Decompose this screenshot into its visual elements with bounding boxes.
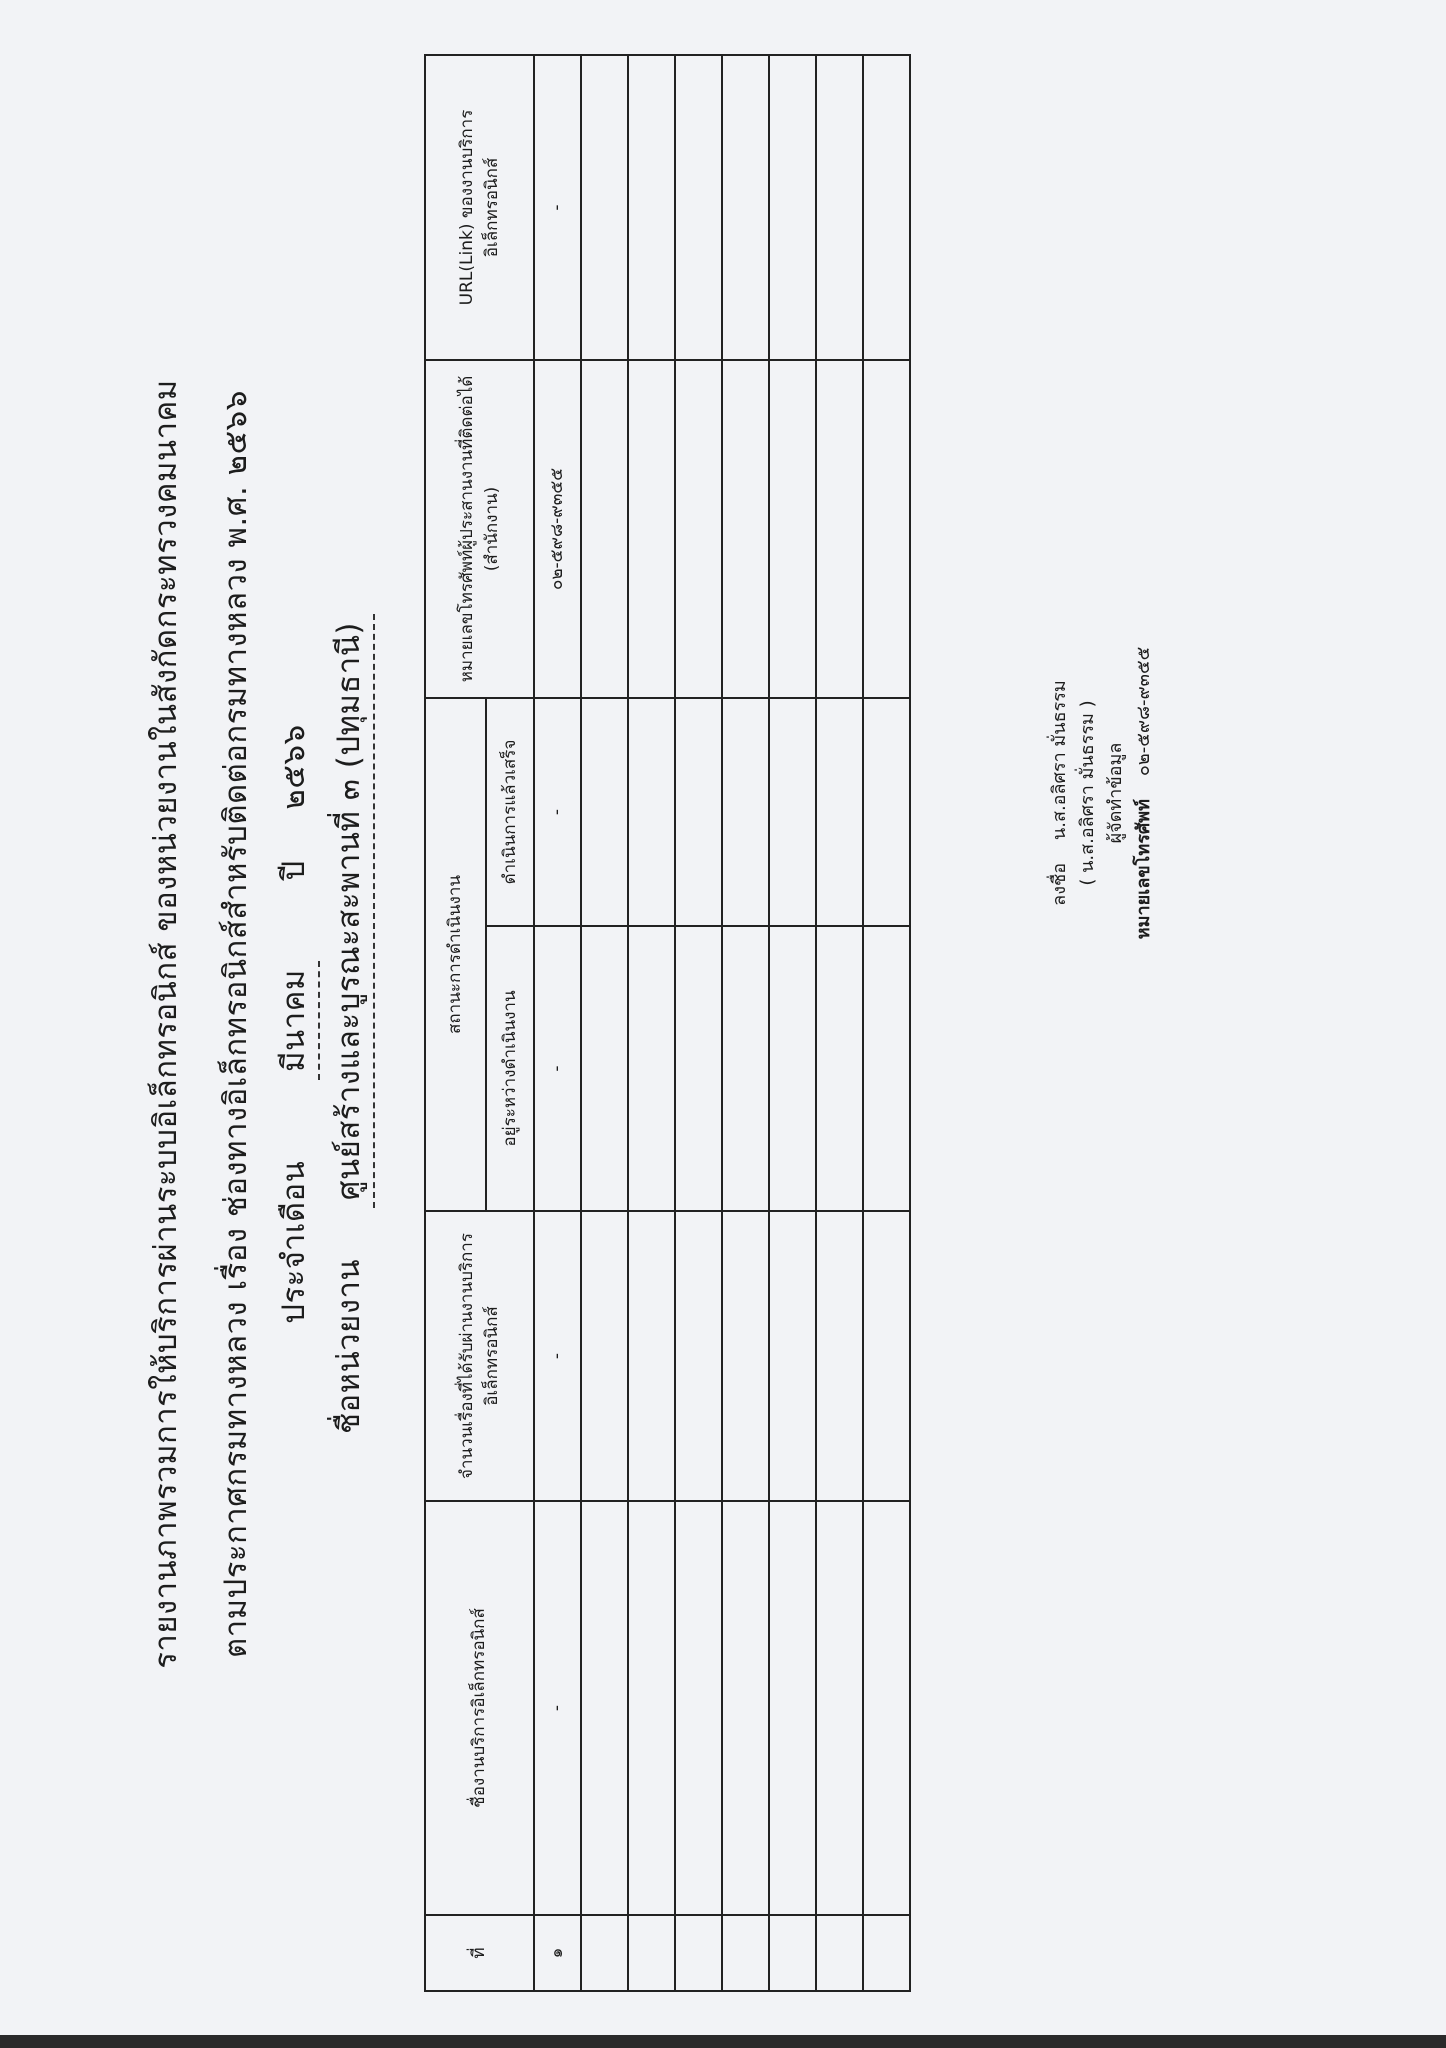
table-row bbox=[816, 55, 863, 1991]
col-header-count: จำนวนเรื่องที่ได้รับผ่านงานบริการอิเล็กทรอนิกส์ bbox=[425, 1211, 534, 1501]
table-header-row bbox=[425, 55, 486, 1991]
printed-name: ( น.ส.อลิศรา มั่นธรรม ) bbox=[1076, 700, 1098, 886]
cell-no bbox=[628, 1915, 675, 1991]
table-row bbox=[581, 55, 628, 1991]
cell-phone bbox=[628, 360, 675, 698]
sign-label: ลงชื่อ bbox=[1049, 862, 1070, 906]
unit-label: ชื่อหน่วยงาน bbox=[331, 1258, 367, 1435]
col-header-done: ดำเนินการแล้วเสร็จ bbox=[486, 698, 534, 926]
cell-in-progress bbox=[816, 926, 863, 1211]
col-header-phone: หมายเลขโทรศัพท์ผู้ประสานงานที่ติดต่อได้ (สำนักงาน) bbox=[425, 360, 534, 698]
phone-label: หมายเลขโทรศัพท์ bbox=[1132, 798, 1154, 940]
cell-phone bbox=[722, 360, 769, 698]
cell-done bbox=[863, 698, 910, 926]
cell-done bbox=[628, 698, 675, 926]
cell-url bbox=[769, 55, 816, 360]
cell-count bbox=[581, 1211, 628, 1501]
scan-edge-strip bbox=[0, 2035, 1446, 2048]
cell-done bbox=[769, 698, 816, 926]
unit-value: ศูนย์สร้างและบูรณะสะพานที่ ๓ (ปทุมธานี) bbox=[323, 614, 375, 1208]
cell-service-name bbox=[769, 1501, 816, 1915]
cell-no bbox=[863, 1915, 910, 1991]
cell-no bbox=[581, 1915, 628, 1991]
cell-count bbox=[722, 1211, 769, 1501]
cell-in-progress bbox=[628, 926, 675, 1211]
cell-count bbox=[816, 1211, 863, 1501]
year-value: ๒๕๖๖ bbox=[276, 724, 312, 810]
cell-count: - bbox=[534, 1211, 581, 1501]
cell-count bbox=[769, 1211, 816, 1501]
report-table bbox=[424, 54, 911, 1992]
month-label: ประจำเดือน bbox=[276, 1160, 312, 1324]
cell-url bbox=[722, 55, 769, 360]
cell-service-name bbox=[816, 1501, 863, 1915]
cell-done: - bbox=[534, 698, 581, 926]
cell-phone bbox=[863, 360, 910, 698]
col-header-in-progress: อยู่ระหว่างดำเนินงาน bbox=[486, 926, 534, 1211]
cell-phone bbox=[581, 360, 628, 698]
cell-phone bbox=[769, 360, 816, 698]
cell-done bbox=[722, 698, 769, 926]
cell-no bbox=[769, 1915, 816, 1991]
cell-service-name bbox=[581, 1501, 628, 1915]
report-period-line bbox=[268, 0, 320, 2048]
month-value: มีนาคม bbox=[268, 961, 320, 1080]
cell-done bbox=[816, 698, 863, 926]
signature-block bbox=[1046, 543, 1158, 1043]
col-header-no: ที่ bbox=[425, 1915, 534, 1991]
phone-value: ๐๒-๕๙๘-๙๓๕๕ bbox=[1132, 646, 1154, 777]
report-title-line-2: ตามประกาศกรมทางหลวง เรื่อง ช่องทางอิเล็กทรอนิกส์สำหรับติดต่อกรมทางหลวง พ.ศ. ๒๕๖๖ bbox=[218, 390, 254, 1658]
cell-in-progress bbox=[863, 926, 910, 1211]
cell-no: ๑ bbox=[534, 1915, 581, 1991]
col-header-service-name: ชื่องานบริการอิเล็กทรอนิกส์ bbox=[425, 1501, 534, 1915]
col-header-status: สถานะการดำเนินงาน bbox=[425, 698, 486, 1211]
cell-in-progress bbox=[722, 926, 769, 1211]
cell-service-name bbox=[722, 1501, 769, 1915]
table-row bbox=[863, 55, 910, 1991]
cell-done bbox=[675, 698, 722, 926]
cell-url bbox=[816, 55, 863, 360]
cell-service-name bbox=[675, 1501, 722, 1915]
cell-in-progress bbox=[675, 926, 722, 1211]
unit-line bbox=[323, 0, 375, 2048]
table-row bbox=[534, 55, 581, 1991]
table-row bbox=[675, 55, 722, 1991]
cell-count bbox=[863, 1211, 910, 1501]
cell-url bbox=[581, 55, 628, 360]
cell-phone bbox=[816, 360, 863, 698]
sign-name: น.ส.อลิศรา มั่นธรรม bbox=[1049, 680, 1070, 841]
cell-in-progress: - bbox=[534, 926, 581, 1211]
signature-line bbox=[1046, 543, 1074, 1043]
cell-count bbox=[675, 1211, 722, 1501]
cell-url bbox=[863, 55, 910, 360]
table-row bbox=[628, 55, 675, 1991]
table-row bbox=[722, 55, 769, 1991]
cell-service-name: - bbox=[534, 1501, 581, 1915]
cell-service-name bbox=[863, 1501, 910, 1915]
table-row bbox=[769, 55, 816, 1991]
cell-in-progress bbox=[769, 926, 816, 1211]
cell-no bbox=[722, 1915, 769, 1991]
cell-phone bbox=[675, 360, 722, 698]
cell-no bbox=[816, 1915, 863, 1991]
report-title-line-1: รายงานภาพรวมการให้บริการผ่านระบบอิเล็กทรอนิกส์ ของหน่วยงานในสังกัดกระทรวงคมนาคม bbox=[148, 379, 184, 1669]
signer-role: ผู้จัดทำข้อมูล bbox=[1104, 742, 1126, 844]
cell-service-name bbox=[628, 1501, 675, 1915]
cell-done bbox=[581, 698, 628, 926]
year-label: ปี bbox=[276, 860, 312, 881]
cell-in-progress bbox=[581, 926, 628, 1211]
cell-phone: ๐๒-๕๙๘-๙๓๕๕ bbox=[534, 360, 581, 698]
cell-url: - bbox=[534, 55, 581, 360]
signer-phone-line bbox=[1130, 543, 1158, 1043]
col-header-url: URL(Link) ของงานบริการอิเล็กทรอนิกส์ bbox=[425, 55, 534, 360]
cell-count bbox=[628, 1211, 675, 1501]
cell-no bbox=[675, 1915, 722, 1991]
cell-url bbox=[628, 55, 675, 360]
cell-url bbox=[675, 55, 722, 360]
